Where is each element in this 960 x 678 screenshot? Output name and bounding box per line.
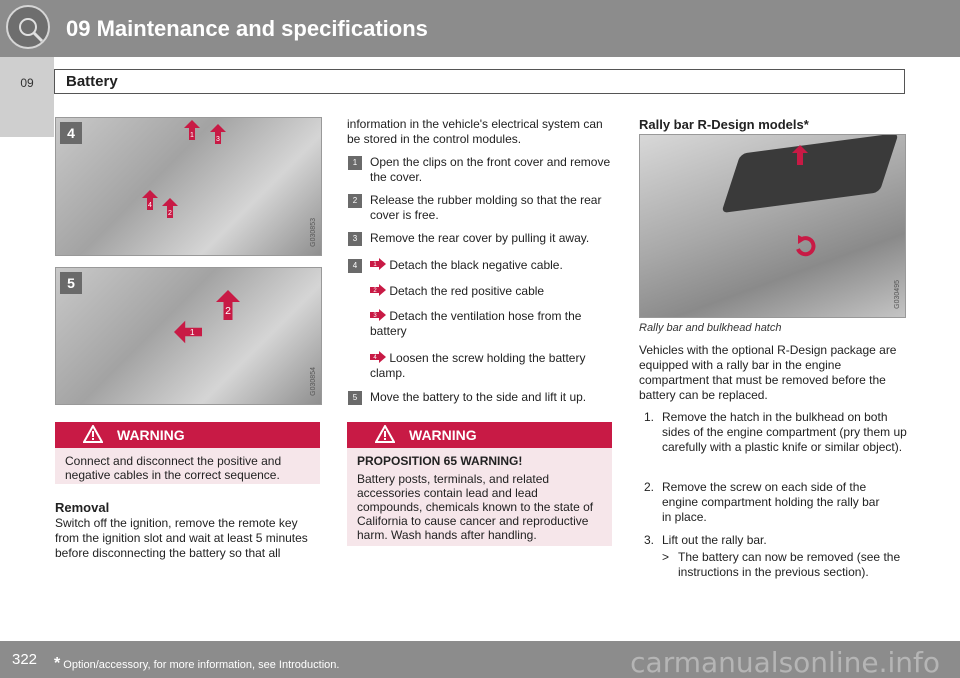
battery-photo-5 <box>55 267 322 405</box>
warning-title: WARNING <box>117 427 185 443</box>
arrow-label: 1 <box>189 326 195 337</box>
arrow-label: 3 <box>373 313 377 319</box>
rotate-arrow-icon <box>794 235 816 257</box>
arrow-up-icon <box>210 124 226 144</box>
warning-title: WARNING <box>409 427 477 443</box>
arrow-up-icon <box>142 190 158 210</box>
wrench-icon <box>6 5 50 49</box>
sub-step <box>370 258 615 273</box>
figure-caption: Rally bar and bulkhead hatch <box>639 322 782 334</box>
list-text: Remove the hatch in the bulkhead on both sides of the engine compartment (pry them up carefully with a plastic knife or similar object). <box>662 410 907 454</box>
sub-step-text: Detach the black negative cable. <box>389 258 563 272</box>
sub-step <box>370 351 615 381</box>
step-number: 2 <box>348 194 362 208</box>
warning-header <box>55 422 320 448</box>
arrow-label: 2 <box>225 305 231 317</box>
warning-text: Connect and disconnect the positive and negative cables in the correct sequence. <box>65 454 282 482</box>
sub-step-text: Loosen the screw holding the battery clamp. <box>370 351 586 380</box>
removal-text: Switch off the ignition, remove the remote key from the ignition slot and wait at least 5 minutes before disconnecting the battery so that all <box>55 516 308 560</box>
chapter-title: 09 Maintenance and specifications <box>66 16 428 41</box>
figure-code: G030495 <box>894 280 901 309</box>
section-title: Battery <box>66 73 118 90</box>
step-number: 5 <box>348 391 362 405</box>
footer-note <box>54 655 339 673</box>
warning-header <box>347 422 612 448</box>
figure-code: G030853 <box>310 218 317 247</box>
figure-badge: 4 <box>60 122 82 144</box>
list-number: 2. <box>644 480 655 494</box>
chapter-tab-label: 09 <box>20 76 34 90</box>
arrow-icon <box>370 258 386 270</box>
arrow-label: 4 <box>373 355 377 361</box>
arrow-up-icon <box>162 198 178 218</box>
step-text: Release the rubber molding so that the rear cover is free. <box>370 193 602 222</box>
rally-bar-photo <box>639 134 906 318</box>
arrow-label: 2 <box>373 288 377 294</box>
arrow-up-icon <box>216 290 240 320</box>
sub-step-text: Detach the ventilation hose from the battery <box>370 309 582 338</box>
list-text: Remove the screw on each side of the engine compartment holding the rally bar in place. <box>662 480 880 524</box>
watermark: carmanualsonline.info <box>630 646 940 678</box>
sub-step <box>370 309 615 339</box>
list-text: Lift out the rally bar. <box>662 533 767 547</box>
rally-bar-heading: Rally bar R-Design models* <box>639 117 809 132</box>
arrow-label: 2 <box>168 210 172 217</box>
figure-code: G030854 <box>310 367 317 396</box>
arrow-left-icon <box>174 320 202 344</box>
figure-badge: 5 <box>60 272 82 294</box>
list-number: 3. <box>644 533 655 547</box>
sub-step-text: Detach the red positive cable <box>389 284 545 298</box>
step-text: Remove the rear cover by pulling it away. <box>370 231 590 245</box>
battery-photo-4 <box>55 117 322 256</box>
step-text: Open the clips on the front cover and remove the cover. <box>370 155 611 184</box>
list-number: 1. <box>644 410 655 424</box>
sub-step <box>370 284 615 299</box>
arrow-up-icon <box>184 120 200 140</box>
arrow-label: 1 <box>373 262 377 268</box>
arrow-icon <box>370 351 386 363</box>
rally-intro: Vehicles with the optional R-Design package are equipped with a rally bar in the engine compartment that must be removed before the battery can be replaced. <box>639 343 897 402</box>
step-text: Move the battery to the side and lift it up. <box>370 390 587 404</box>
footer-star: * <box>54 655 61 672</box>
warning-triangle-icon <box>83 425 103 443</box>
step-number: 4 <box>348 259 362 273</box>
warning-triangle-icon <box>375 425 395 443</box>
section-bar <box>54 69 905 94</box>
footer-note-text: Option/accessory, for more information, see Introduction. <box>63 659 340 671</box>
arrow-label: 1 <box>190 132 194 139</box>
removal-heading: Removal <box>55 500 110 515</box>
arrow-icon <box>370 309 386 321</box>
arrow-label: 4 <box>148 202 152 209</box>
sub-note-marker: > <box>662 550 670 564</box>
intro-text: information in the vehicle's electrical system can be stored in the control modules. <box>347 117 603 146</box>
step-number: 3 <box>348 232 362 246</box>
arrow-label: 3 <box>216 136 220 143</box>
warning-box <box>55 422 320 484</box>
arrow-up-icon <box>792 145 808 165</box>
grille-shape <box>721 134 899 213</box>
sub-note-text: The battery can now be removed (see the instructions in the previous section). <box>678 550 901 579</box>
chapter-tab <box>0 57 54 137</box>
arrow-icon <box>370 284 386 296</box>
warning-box <box>347 422 612 546</box>
warning-text: Battery posts, terminals, and related accessories contain lead and lead compounds, chemicals known to the state of California to cause cancer and reproductive harm. Wash hands after handling. <box>357 472 594 542</box>
warning-subtitle: PROPOSITION 65 WARNING! <box>357 454 523 468</box>
page-number: 322 <box>12 651 38 668</box>
step-number: 1 <box>348 156 362 170</box>
